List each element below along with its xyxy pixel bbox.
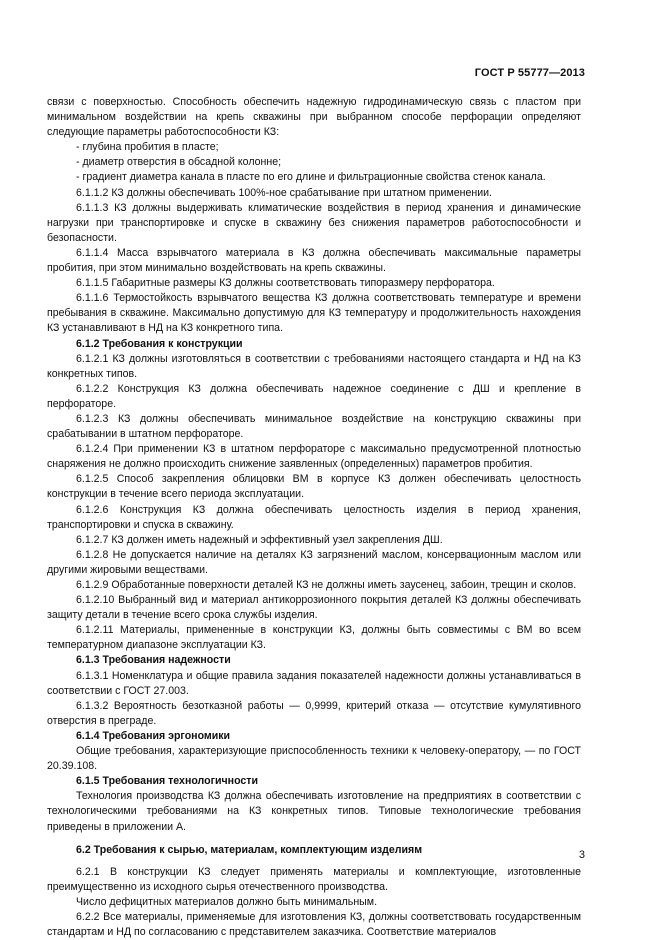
clause-6-1-3-1: 6.1.3.1 Номенклатура и общие правила задания показателей надежности должны устанавливаться в соответствии с ГОСТ 27.003. — [47, 669, 581, 697]
clause-6-1-2-2: 6.1.2.2 Конструкция КЗ должна обеспечивать надежное соединение с ДШ и крепление в перфораторе. — [47, 382, 581, 410]
clause-6-1-2-7: 6.1.2.7 КЗ должен иметь надежный и эффективный узел закрепления ДШ. — [76, 533, 443, 546]
clause-6-1-2-5: 6.1.2.5 Способ закрепления облицовки ВМ в корпусе КЗ должен обеспечивать целостность конструкции в течение всего периода эксплуатации. — [47, 473, 581, 501]
list-item: - градиент диаметра канала в пласте по его длине и фильтрационные свойства стенок канала. — [76, 171, 546, 184]
clause-6-2-2: 6.2.2 Все материалы, применяемые для изготовления КЗ, должны соответствовать государственным стандартам и НД по согласованию с представителем заказчика. Соответствие материалов — [47, 910, 581, 939]
section-heading-6-1-4: 6.1.4 Требования эргономики — [76, 729, 231, 742]
clause-6-1-2-8: 6.1.2.8 Не допускается наличие на деталях КЗ загрязнений маслом, консервационным маслом или другими жировыми веществами. — [47, 548, 581, 576]
clause-6-1-1-6: 6.1.1.6 Термостойкость взрывчатого вещества КЗ должна соответствовать температуре и времени пребывания в скважине. Максимально допустимую для КЗ температуру и продолжительность нахождения КЗ устанавливают в НД на КЗ конкретного типа. — [47, 292, 581, 335]
clause-6-1-2-1: 6.1.2.1 КЗ должны изготовляться в соответствии с требованиями настоящего стандарта и НД на КЗ конкретных типов. — [47, 352, 581, 380]
clause-6-1-2-10: 6.1.2.10 Выбранный вид и материал антикоррозионного покрытия деталей КЗ должны обеспечивать защиту детали в течение всего срока службы изделия. — [47, 594, 581, 622]
clause-6-2-1: 6.2.1 В конструкции КЗ следует применять материалы и комплектующие, изготовленные преимущественно из исходного сырья отечественного производства. — [47, 865, 581, 893]
clause-6-1-2-6: 6.1.2.6 Конструкция КЗ должна обеспечивать целостность изделия в период хранения, транспортировки и спуска в скважину. — [47, 503, 581, 531]
clause-6-1-2-3: 6.1.2.3 КЗ должны обеспечивать минимальное воздействие на конструкцию скважины при срабатывании в штатном перфораторе. — [47, 412, 581, 441]
section-heading-6-2: 6.2 Требования к сырью, материалам, комплектующим изделиям — [76, 843, 423, 856]
clause-6-2-1-note: Число дефицитных материалов должно быть минимальным. — [76, 895, 378, 908]
paragraph: связи с поверхностью. Способность обеспечить надежную гидродинамическую связь с пластом при минимальном воздействии на крепь скважины при выбранном способе перфорации определяют следующие параметры работоспособности КЗ: — [47, 96, 581, 139]
clause-6-1-4: Общие требования, характеризующие приспособленность техники к человеку-оператору, — по ГОСТ 20.39.108. — [47, 745, 581, 773]
section-heading-6-1-3: 6.1.3 Требования надежности — [76, 654, 231, 667]
document-body — [47, 95, 581, 940]
page-number: 3 — [578, 849, 585, 861]
clause-6-1-1-3: 6.1.1.3 КЗ должны выдерживать климатические воздействия в период хранения и динамические нагрузки при транспортировке и спуске в скважину без снижения параметров работоспособности и безопасности. — [47, 201, 581, 244]
clause-6-1-2-9: 6.1.2.9 Обработанные поверхности деталей КЗ не должны иметь заусенец, забоин, трещин и сколов. — [76, 579, 577, 591]
clause-6-1-2-4: 6.1.2.4 При применении КЗ в штатном перфораторе с максимально предусмотренной плотностью снаряжения не должно происходить снижение заявленных (определенных) параметров пробития. — [47, 443, 581, 471]
list-item: - диаметр отверстия в обсадной колонне; — [76, 156, 282, 169]
section-heading-6-1-5: 6.1.5 Требования технологичности — [76, 775, 259, 788]
standard-code-header: ГОСТ Р 55777—2013 — [474, 67, 585, 79]
clause-6-1-5: Технология производства КЗ должна обеспечивать изготовление на предприятиях в соответствии с технологическими требованиями на КЗ конкретных типов. Типовые технологические требования приведены в приложении А. — [47, 790, 581, 833]
clause-6-1-1-5: 6.1.1.5 Габаритные размеры КЗ должны соответствовать типоразмеру перфоратора. — [76, 277, 495, 290]
clause-6-1-1-4: 6.1.1.4 Масса взрывчатого материала в КЗ должна обеспечивать максимальные параметры пробития, при этом минимально воздействовать на крепь скважины. — [47, 246, 581, 275]
list-item: - глубина пробития в пласте; — [76, 141, 219, 154]
section-heading-6-1-2: 6.1.2 Требования к конструкции — [76, 337, 243, 350]
clause-6-1-2-11: 6.1.2.11 Материалы, примененные в конструкции КЗ, должны быть совместимы с ВМ во всем температурном диапазоне эксплуатации КЗ. — [47, 624, 581, 652]
clause-6-1-3-2: 6.1.3.2 Вероятность безотказной работы — 0,9999, критерий отказа — отсутствие кумулятивного отверстия в преграде. — [47, 699, 581, 727]
clause-6-1-1-2: 6.1.1.2 КЗ должны обеспечивать 100%-ное срабатывание при штатном применении. — [76, 186, 492, 199]
